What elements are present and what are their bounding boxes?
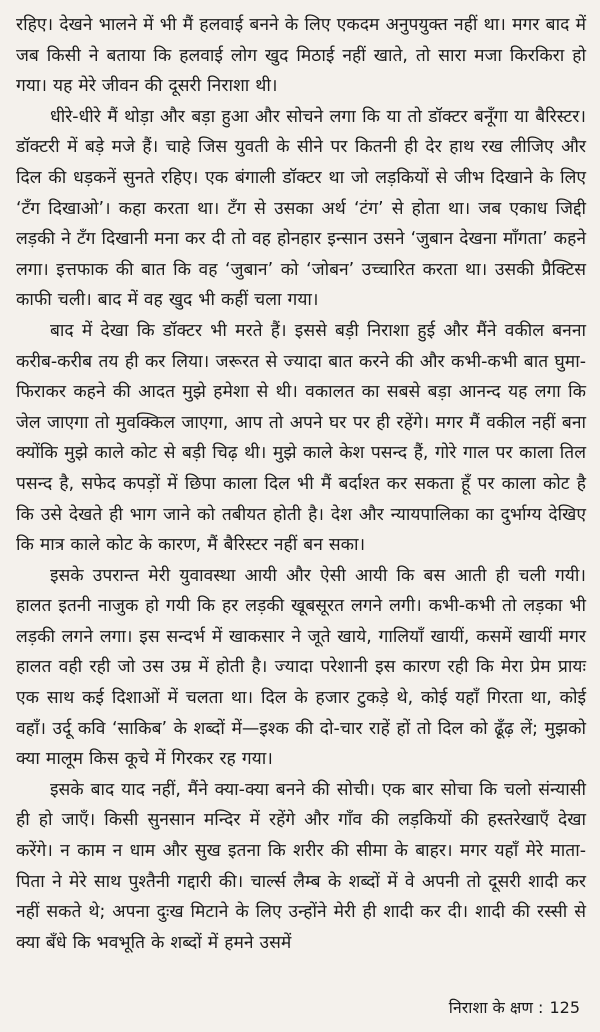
paragraph: इसके बाद याद नहीं, मैंने क्या-क्या बनने की सोची। एक बार सोचा कि चलो संन्यासी ही हो जाएँ। किसी सुनसान मन्दिर में रहेंगे और गाँव की लड़कियों की हस्तरेखाएँ देखा करेंगे। न काम न धाम और सुख इतना कि शरीर की सीमा के बाहर। मगर यहाँ मेरे माता-पिता ने मेरे साथ पुश्तैनी गद्दारी की। चार्ल्स लैम्ब के शब्दों में वे अपनी तो दूसरी शादी कर नहीं सकते थे; अपना दुःख मिटाने के लिए उन्होंने मेरी ही शादी कर दी। शादी की रस्सी से क्या बँधे कि भवभूति के शब्दों में हमने उसमें	[16, 779, 586, 953]
page-number: 125	[549, 998, 580, 1017]
page-footer	[449, 996, 580, 1018]
body-text	[16, 10, 586, 958]
paragraph: बाद में देखा कि डॉक्टर भी मरते हैं। इससे बड़ी निराशा हुई और मैंने वकील बनना करीब-करीब तय ही कर लिया। जरूरत से ज्यादा बात करने की और कभी-कभी बात घुमा-फिराकर कहने की आदत मुझे हमेशा से थी। वकालत का सबसे बड़ा आनन्द यह लगा कि जेल जाएगा तो मुवक्किल जाएगा, आप तो अपने घर पर ही रहेंगे। मगर मैं वकील नहीं बना क्योंकि मुझे काले कोट से बड़ी चिढ़ थी। मुझे काले केश पसन्द हैं, गोरे गाल पर काला तिल पसन्द है, सफेद कपड़ों में छिपा काला दिल भी मैं बर्दाश्त कर सकता हूँ पर काला कोट है कि उसे देखते ही भाग जाने को तबीयत होती है। देश और न्यायपालिका का दुर्भाग्य देखिए कि मात्र काले कोट के कारण, मैं बैरिस्टर नहीं बन सका।	[16, 320, 586, 556]
paragraph: धीरे-धीरे मैं थोड़ा और बड़ा हुआ और सोचने लगा कि या तो डॉक्टर बनूँगा या बैरिस्टर। डॉक्टरी में बड़े मजे हैं। चाहे जिस युवती के सीने पर कितनी ही देर हाथ रख लीजिए और दिल की धड़कनें सुनते रहिए। एक बंगाली डॉक्टर था जो लड़कियों से जीभ दिखाने के लिए ‘टँग दिखाओ’। कहा करता था। टँग से उसका अर्थ ‘टंग’ से होता था। जब एकाध जिद्दी लड़की ने टँग दिखानी मना कर दी तो वह होनहार इन्सान उसने ‘जुबान देखना माँगता’ कहने लगा। इत्तफाक की बात कि वह ‘जुबान’ को ‘जोबन’ उच्चारित करता था। उसकी प्रैक्टिस काफी चली। बाद में वह खुद भी कहीं चला गया।	[16, 106, 586, 311]
running-title: निराशा के क्षण :	[448, 998, 544, 1017]
paragraph: इसके उपरान्त मेरी युवावस्था आयी और ऐसी आयी कि बस आती ही चली गयी। हालत इतनी नाजुक हो गयी कि हर लड़की खूबसूरत लगने लगी। कभी-कभी तो लड़का भी लड़की लगने लगा। इस सन्दर्भ में खाकसार ने जूते खाये, गालियाँ खायीं, कसमें खायीं मगर हालत वही रही जो उस उम्र में होती है। ज्यादा परेशानी इस कारण रही कि मेरा प्रेम प्रायः एक साथ कई दिशाओं में चलता था। दिल के हजार टुकड़े थे, कोई यहाँ गिरता था, कोई वहाँ। उर्दू कवि ‘साकिब’ के शब्दों में—इश्क की दो-चार राहें हों तो दिल को ढूँढ़ लें; मुझको क्या मालूम किस कूचे में गिरकर रह गया।	[16, 565, 586, 770]
paragraph: रहिए। देखने भालने में भी मैं हलवाई बनने के लिए एकदम अनुपयुक्त नहीं था। मगर बाद में जब किसी ने बताया कि हलवाई लोग खुद मिठाई नहीं खाते, तो सारा मजा किरकिरा हो गया। यह मेरे जीवन की दूसरी निराशा थी।	[16, 15, 586, 97]
